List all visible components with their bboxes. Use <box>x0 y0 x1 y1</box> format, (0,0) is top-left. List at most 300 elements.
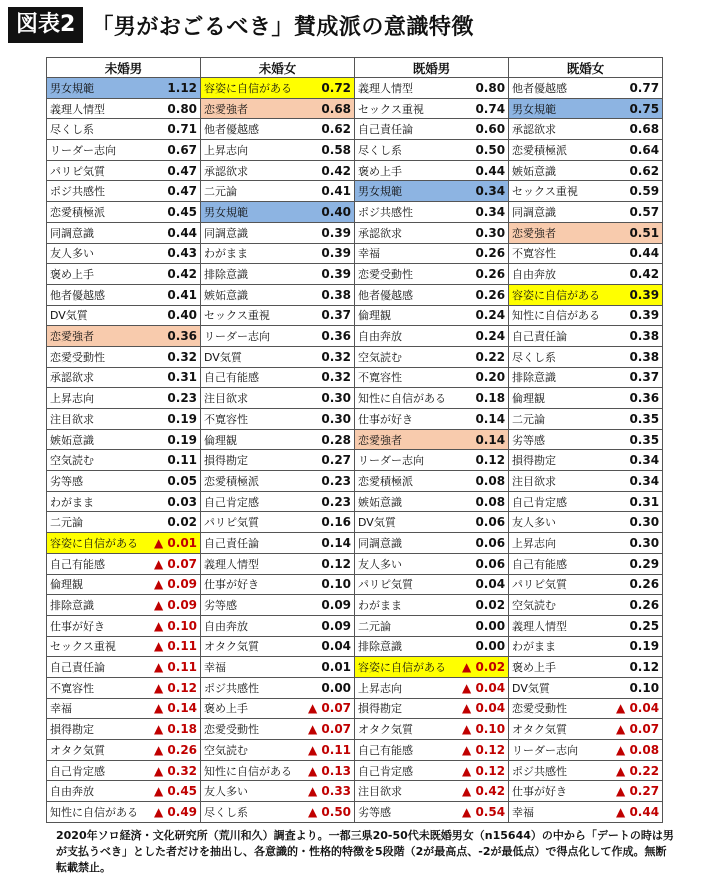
trait-label: 自己肯定感 <box>355 760 455 781</box>
trait-label: 義理人情型 <box>355 78 455 99</box>
trait-label: 嫉妬意識 <box>201 284 301 305</box>
trait-score: 0.34 <box>455 181 509 202</box>
trait-label: 他者優越感 <box>201 119 301 140</box>
trait-score: 0.37 <box>301 305 355 326</box>
trait-score: 0.02 <box>455 595 509 616</box>
trait-score: 0.38 <box>609 346 663 367</box>
trait-label: 仕事が好き <box>201 574 301 595</box>
trait-score: 0.57 <box>609 202 663 223</box>
table-row <box>47 346 663 367</box>
trait-label: 上昇志向 <box>47 388 147 409</box>
trait-score: 0.44 <box>455 160 509 181</box>
trait-label: 自由奔放 <box>355 326 455 347</box>
trait-score: 1.12 <box>147 78 201 99</box>
trait-label: 嫉妬意識 <box>509 160 609 181</box>
trait-label: 排除意識 <box>509 367 609 388</box>
trait-score: 0.09 <box>301 615 355 636</box>
trait-score: 0.18 <box>455 388 509 409</box>
trait-score: 0.41 <box>301 181 355 202</box>
trait-label: 褒め上手 <box>509 657 609 678</box>
trait-score: 0.06 <box>455 512 509 533</box>
trait-score: 0.31 <box>147 367 201 388</box>
trait-label: リーダー志向 <box>201 326 301 347</box>
trait-score: 0.44 <box>147 222 201 243</box>
trait-label: 恋愛積極派 <box>509 140 609 161</box>
trait-label: パリピ気質 <box>509 574 609 595</box>
trait-score: 0.19 <box>609 636 663 657</box>
trait-label: 恋愛強者 <box>355 429 455 450</box>
trait-label: 劣等感 <box>201 595 301 616</box>
trait-label: 恋愛受動性 <box>355 264 455 285</box>
trait-label: 空気読む <box>47 450 147 471</box>
table-row <box>47 719 663 740</box>
trait-label: 倫理観 <box>201 429 301 450</box>
trait-label: 空気読む <box>201 740 301 761</box>
trait-label: 損得勘定 <box>509 450 609 471</box>
trait-score: ▲ 0.45 <box>147 781 201 802</box>
trait-label: 幸福 <box>355 243 455 264</box>
trait-label: 二元論 <box>201 181 301 202</box>
trait-score: ▲ 0.32 <box>147 760 201 781</box>
trait-score: ▲ 0.14 <box>147 698 201 719</box>
table-row <box>47 553 663 574</box>
trait-score: ▲ 0.12 <box>455 760 509 781</box>
trait-score: 0.03 <box>147 491 201 512</box>
trait-score: 0.14 <box>301 533 355 554</box>
trait-score: 0.04 <box>301 636 355 657</box>
trait-score: ▲ 0.18 <box>147 719 201 740</box>
table-header <box>47 58 663 78</box>
table-row <box>47 284 663 305</box>
trait-score: 0.42 <box>147 264 201 285</box>
table-row <box>47 181 663 202</box>
table-row <box>47 760 663 781</box>
trait-label: 他者優越感 <box>355 284 455 305</box>
trait-score: 0.32 <box>147 346 201 367</box>
trait-score: 0.43 <box>147 243 201 264</box>
trait-score: 0.58 <box>301 140 355 161</box>
trait-score: ▲ 0.09 <box>147 574 201 595</box>
trait-score: 0.05 <box>147 471 201 492</box>
table-row <box>47 264 663 285</box>
trait-label: 他者優越感 <box>47 284 147 305</box>
trait-label: 尽くし系 <box>355 140 455 161</box>
trait-score: 0.34 <box>609 471 663 492</box>
trait-score: 0.36 <box>301 326 355 347</box>
trait-label: セックス重視 <box>509 181 609 202</box>
trait-score: 0.36 <box>609 388 663 409</box>
table-row <box>47 202 663 223</box>
trait-label: 褒め上手 <box>47 264 147 285</box>
table-row <box>47 615 663 636</box>
trait-score: ▲ 0.33 <box>301 781 355 802</box>
trait-score: ▲ 0.10 <box>455 719 509 740</box>
ranking-table <box>46 57 663 823</box>
column-header: 未婚男 <box>47 58 201 78</box>
trait-score: ▲ 0.07 <box>609 719 663 740</box>
table-row <box>47 305 663 326</box>
trait-score: ▲ 0.04 <box>455 677 509 698</box>
trait-label: 褒め上手 <box>355 160 455 181</box>
trait-score: ▲ 0.12 <box>455 740 509 761</box>
trait-score: 0.60 <box>455 119 509 140</box>
trait-score: 0.10 <box>609 677 663 698</box>
table-row <box>47 222 663 243</box>
trait-score: ▲ 0.27 <box>609 781 663 802</box>
trait-label: 嫉妬意識 <box>355 491 455 512</box>
title-bar <box>8 6 474 44</box>
trait-label: DV気質 <box>47 305 147 326</box>
trait-label: オタク気質 <box>201 636 301 657</box>
trait-score: 0.12 <box>455 450 509 471</box>
trait-score: 0.32 <box>301 346 355 367</box>
trait-label: 恋愛受動性 <box>201 719 301 740</box>
trait-score: 0.09 <box>301 595 355 616</box>
trait-score: 0.40 <box>147 305 201 326</box>
trait-label: 排除意識 <box>201 264 301 285</box>
trait-label: 不寛容性 <box>509 243 609 264</box>
trait-score: 0.26 <box>455 264 509 285</box>
table-row <box>47 429 663 450</box>
trait-label: 不寛容性 <box>47 677 147 698</box>
trait-score: 0.39 <box>301 243 355 264</box>
trait-label: 同調意識 <box>509 202 609 223</box>
trait-label: 仕事が好き <box>47 615 147 636</box>
column-header: 既婚男 <box>355 58 509 78</box>
trait-score: ▲ 0.11 <box>147 657 201 678</box>
trait-label: 空気読む <box>509 595 609 616</box>
trait-label: ポジ共感性 <box>509 760 609 781</box>
trait-label: 他者優越感 <box>509 78 609 99</box>
table-row <box>47 119 663 140</box>
trait-label: 容姿に自信がある <box>201 78 301 99</box>
trait-label: セックス重視 <box>47 636 147 657</box>
trait-label: 知性に自信がある <box>509 305 609 326</box>
trait-label: 仕事が好き <box>509 781 609 802</box>
trait-label: 恋愛積極派 <box>201 471 301 492</box>
trait-score: ▲ 0.50 <box>301 802 355 823</box>
table-body <box>47 78 663 823</box>
trait-label: 尽くし系 <box>509 346 609 367</box>
trait-score: 0.00 <box>455 615 509 636</box>
trait-score: 0.75 <box>609 98 663 119</box>
table-row <box>47 243 663 264</box>
trait-label: 恋愛受動性 <box>509 698 609 719</box>
trait-label: 自己有能感 <box>47 553 147 574</box>
trait-label: 幸福 <box>509 802 609 823</box>
trait-score: 0.41 <box>147 284 201 305</box>
trait-label: 尽くし系 <box>47 119 147 140</box>
trait-score: 0.08 <box>455 491 509 512</box>
trait-label: 承認欲求 <box>355 222 455 243</box>
trait-score: 0.47 <box>147 160 201 181</box>
trait-score: 0.59 <box>609 181 663 202</box>
trait-score: 0.16 <box>301 512 355 533</box>
trait-label: 注目欲求 <box>509 471 609 492</box>
trait-score: 0.06 <box>455 553 509 574</box>
table-row <box>47 657 663 678</box>
table-row <box>47 450 663 471</box>
trait-label: 注目欲求 <box>355 781 455 802</box>
trait-score: 0.26 <box>455 284 509 305</box>
table-row <box>47 491 663 512</box>
trait-label: 容姿に自信がある <box>47 533 147 554</box>
trait-label: リーダー志向 <box>47 140 147 161</box>
trait-label: 倫理観 <box>355 305 455 326</box>
trait-score: ▲ 0.11 <box>301 740 355 761</box>
trait-score: 0.19 <box>147 409 201 430</box>
trait-score: 0.11 <box>147 450 201 471</box>
trait-score: 0.36 <box>147 326 201 347</box>
trait-score: ▲ 0.13 <box>301 760 355 781</box>
trait-label: 不寛容性 <box>355 367 455 388</box>
trait-label: 自己責任論 <box>47 657 147 678</box>
trait-score: ▲ 0.08 <box>609 740 663 761</box>
table-row <box>47 367 663 388</box>
trait-score: 0.68 <box>301 98 355 119</box>
trait-score: 0.71 <box>147 119 201 140</box>
trait-score: 0.44 <box>609 243 663 264</box>
table-row <box>47 160 663 181</box>
trait-label: パリピ気質 <box>47 160 147 181</box>
trait-score: ▲ 0.09 <box>147 595 201 616</box>
trait-score: 0.29 <box>609 553 663 574</box>
trait-score: 0.26 <box>609 574 663 595</box>
trait-score: ▲ 0.11 <box>147 636 201 657</box>
trait-score: 0.34 <box>609 450 663 471</box>
trait-label: 注目欲求 <box>201 388 301 409</box>
trait-score: ▲ 0.10 <box>147 615 201 636</box>
table-row <box>47 533 663 554</box>
trait-score: 0.72 <box>301 78 355 99</box>
trait-label: リーダー志向 <box>355 450 455 471</box>
trait-score: 0.02 <box>147 512 201 533</box>
footnote: 2020年ソロ経済・文化研究所（荒川和久）調査より。一都三県20-50代未既婚男女（n15644）の中から「デートの時は男が支払うべき」とした者だけを抽出し、各意識的・性格的特徴を5段階（2が最高点、-2が最低点）で得点化して作成。無断転載禁止。 <box>56 829 674 874</box>
trait-label: 自己責任論 <box>201 533 301 554</box>
trait-label: ポジ共感性 <box>355 202 455 223</box>
trait-score: 0.26 <box>455 243 509 264</box>
trait-score: 0.30 <box>609 533 663 554</box>
trait-score: 0.12 <box>609 657 663 678</box>
trait-score: 0.80 <box>455 78 509 99</box>
trait-score: 0.32 <box>301 367 355 388</box>
trait-score: ▲ 0.07 <box>301 698 355 719</box>
column-header: 未婚女 <box>201 58 355 78</box>
table-row <box>47 78 663 99</box>
trait-label: 劣等感 <box>509 429 609 450</box>
trait-label: 自由奔放 <box>509 264 609 285</box>
trait-label: わがまま <box>201 243 301 264</box>
trait-score: 0.08 <box>455 471 509 492</box>
trait-score: 0.64 <box>609 140 663 161</box>
trait-score: 0.30 <box>609 512 663 533</box>
trait-label: 恋愛受動性 <box>47 346 147 367</box>
trait-label: 幸福 <box>201 657 301 678</box>
trait-score: ▲ 0.44 <box>609 802 663 823</box>
trait-score: 0.10 <box>301 574 355 595</box>
trait-label: 二元論 <box>509 409 609 430</box>
table-row <box>47 677 663 698</box>
trait-score: 0.31 <box>609 491 663 512</box>
trait-label: 二元論 <box>47 512 147 533</box>
trait-label: 友人多い <box>201 781 301 802</box>
trait-score: 0.28 <box>301 429 355 450</box>
trait-label: DV気質 <box>355 512 455 533</box>
trait-label: 容姿に自信がある <box>509 284 609 305</box>
trait-score: 0.04 <box>455 574 509 595</box>
trait-score: ▲ 0.04 <box>455 698 509 719</box>
trait-score: 0.42 <box>301 160 355 181</box>
trait-label: わがまま <box>47 491 147 512</box>
trait-score: 0.51 <box>609 222 663 243</box>
trait-score: 0.14 <box>455 409 509 430</box>
table-row <box>47 98 663 119</box>
trait-label: 劣等感 <box>47 471 147 492</box>
trait-label: 損得勘定 <box>201 450 301 471</box>
trait-label: 自己有能感 <box>201 367 301 388</box>
trait-score: 0.39 <box>301 222 355 243</box>
trait-label: 承認欲求 <box>201 160 301 181</box>
trait-label: 自己肯定感 <box>509 491 609 512</box>
trait-score: 0.35 <box>609 429 663 450</box>
trait-label: 友人多い <box>355 553 455 574</box>
trait-label: 知性に自信がある <box>47 802 147 823</box>
trait-score: 0.19 <box>147 429 201 450</box>
trait-score: 0.30 <box>455 222 509 243</box>
trait-score: 0.30 <box>301 409 355 430</box>
trait-label: 上昇志向 <box>201 140 301 161</box>
trait-label: 空気読む <box>355 346 455 367</box>
trait-label: 損得勘定 <box>47 719 147 740</box>
trait-score: 0.50 <box>455 140 509 161</box>
trait-label: 承認欲求 <box>47 367 147 388</box>
trait-score: 0.20 <box>455 367 509 388</box>
trait-score: ▲ 0.04 <box>609 698 663 719</box>
trait-label: 排除意識 <box>355 636 455 657</box>
trait-score: 0.39 <box>609 284 663 305</box>
table-row <box>47 595 663 616</box>
trait-score: 0.80 <box>147 98 201 119</box>
trait-label: わがまま <box>355 595 455 616</box>
trait-score: 0.62 <box>609 160 663 181</box>
trait-score: ▲ 0.12 <box>147 677 201 698</box>
trait-label: 倫理観 <box>509 388 609 409</box>
trait-label: 排除意識 <box>47 595 147 616</box>
trait-score: 0.24 <box>455 305 509 326</box>
trait-score: 0.37 <box>609 367 663 388</box>
trait-label: セックス重視 <box>355 98 455 119</box>
trait-label: 自己肯定感 <box>47 760 147 781</box>
trait-label: DV気質 <box>201 346 301 367</box>
trait-label: 恋愛積極派 <box>47 202 147 223</box>
trait-score: ▲ 0.42 <box>455 781 509 802</box>
table-row <box>47 409 663 430</box>
trait-label: 男女規範 <box>509 98 609 119</box>
trait-score: 0.24 <box>455 326 509 347</box>
trait-label: DV気質 <box>509 677 609 698</box>
trait-label: パリピ気質 <box>201 512 301 533</box>
trait-score: 0.34 <box>455 202 509 223</box>
table-row <box>47 740 663 761</box>
trait-label: リーダー志向 <box>509 740 609 761</box>
trait-score: 0.01 <box>301 657 355 678</box>
trait-label: セックス重視 <box>201 305 301 326</box>
trait-label: 仕事が好き <box>355 409 455 430</box>
trait-score: 0.39 <box>609 305 663 326</box>
trait-score: ▲ 0.07 <box>301 719 355 740</box>
trait-label: 自己責任論 <box>355 119 455 140</box>
column-header: 既婚女 <box>509 58 663 78</box>
trait-label: 二元論 <box>355 615 455 636</box>
table-row <box>47 512 663 533</box>
trait-label: 同調意識 <box>201 222 301 243</box>
trait-score: 0.23 <box>301 471 355 492</box>
trait-label: オタク気質 <box>355 719 455 740</box>
table-row <box>47 698 663 719</box>
trait-score: 0.30 <box>301 388 355 409</box>
trait-score: 0.74 <box>455 98 509 119</box>
trait-score: 0.25 <box>609 615 663 636</box>
trait-label: 自己責任論 <box>509 326 609 347</box>
trait-score: 0.45 <box>147 202 201 223</box>
trait-score: 0.40 <box>301 202 355 223</box>
trait-label: 劣等感 <box>355 802 455 823</box>
trait-label: オタク気質 <box>47 740 147 761</box>
trait-label: 恋愛積極派 <box>355 471 455 492</box>
figure-badge: 図表2 <box>8 7 83 43</box>
trait-score: ▲ 0.01 <box>147 533 201 554</box>
trait-label: 知性に自信がある <box>355 388 455 409</box>
trait-label: ポジ共感性 <box>47 181 147 202</box>
trait-label: オタク気質 <box>509 719 609 740</box>
trait-label: 友人多い <box>47 243 147 264</box>
trait-label: 自由奔放 <box>201 615 301 636</box>
trait-label: 上昇志向 <box>355 677 455 698</box>
trait-label: 容姿に自信がある <box>355 657 455 678</box>
trait-score: 0.27 <box>301 450 355 471</box>
trait-score: 0.00 <box>301 677 355 698</box>
trait-label: 褒め上手 <box>201 698 301 719</box>
trait-score: 0.23 <box>301 491 355 512</box>
trait-label: 恋愛強者 <box>47 326 147 347</box>
trait-label: 男女規範 <box>47 78 147 99</box>
trait-score: 0.77 <box>609 78 663 99</box>
trait-label: 恋愛強者 <box>201 98 301 119</box>
trait-label: 男女規範 <box>355 181 455 202</box>
trait-label: 自由奔放 <box>47 781 147 802</box>
trait-score: 0.26 <box>609 595 663 616</box>
trait-label: 自己肯定感 <box>201 491 301 512</box>
trait-label: 幸福 <box>47 698 147 719</box>
trait-score: ▲ 0.02 <box>455 657 509 678</box>
trait-score: 0.62 <box>301 119 355 140</box>
trait-label: 義理人情型 <box>509 615 609 636</box>
trait-score: 0.47 <box>147 181 201 202</box>
table-row <box>47 388 663 409</box>
trait-score: 0.14 <box>455 429 509 450</box>
trait-score: 0.00 <box>455 636 509 657</box>
trait-score: 0.12 <box>301 553 355 574</box>
trait-label: 恋愛強者 <box>509 222 609 243</box>
trait-score: 0.68 <box>609 119 663 140</box>
table-row <box>47 140 663 161</box>
trait-label: 上昇志向 <box>509 533 609 554</box>
trait-score: 0.22 <box>455 346 509 367</box>
table-row <box>47 326 663 347</box>
page-title: 「男がおごるべき」賛成派の意識特徴 <box>91 14 474 40</box>
trait-score: 0.35 <box>609 409 663 430</box>
trait-label: 知性に自信がある <box>201 760 301 781</box>
